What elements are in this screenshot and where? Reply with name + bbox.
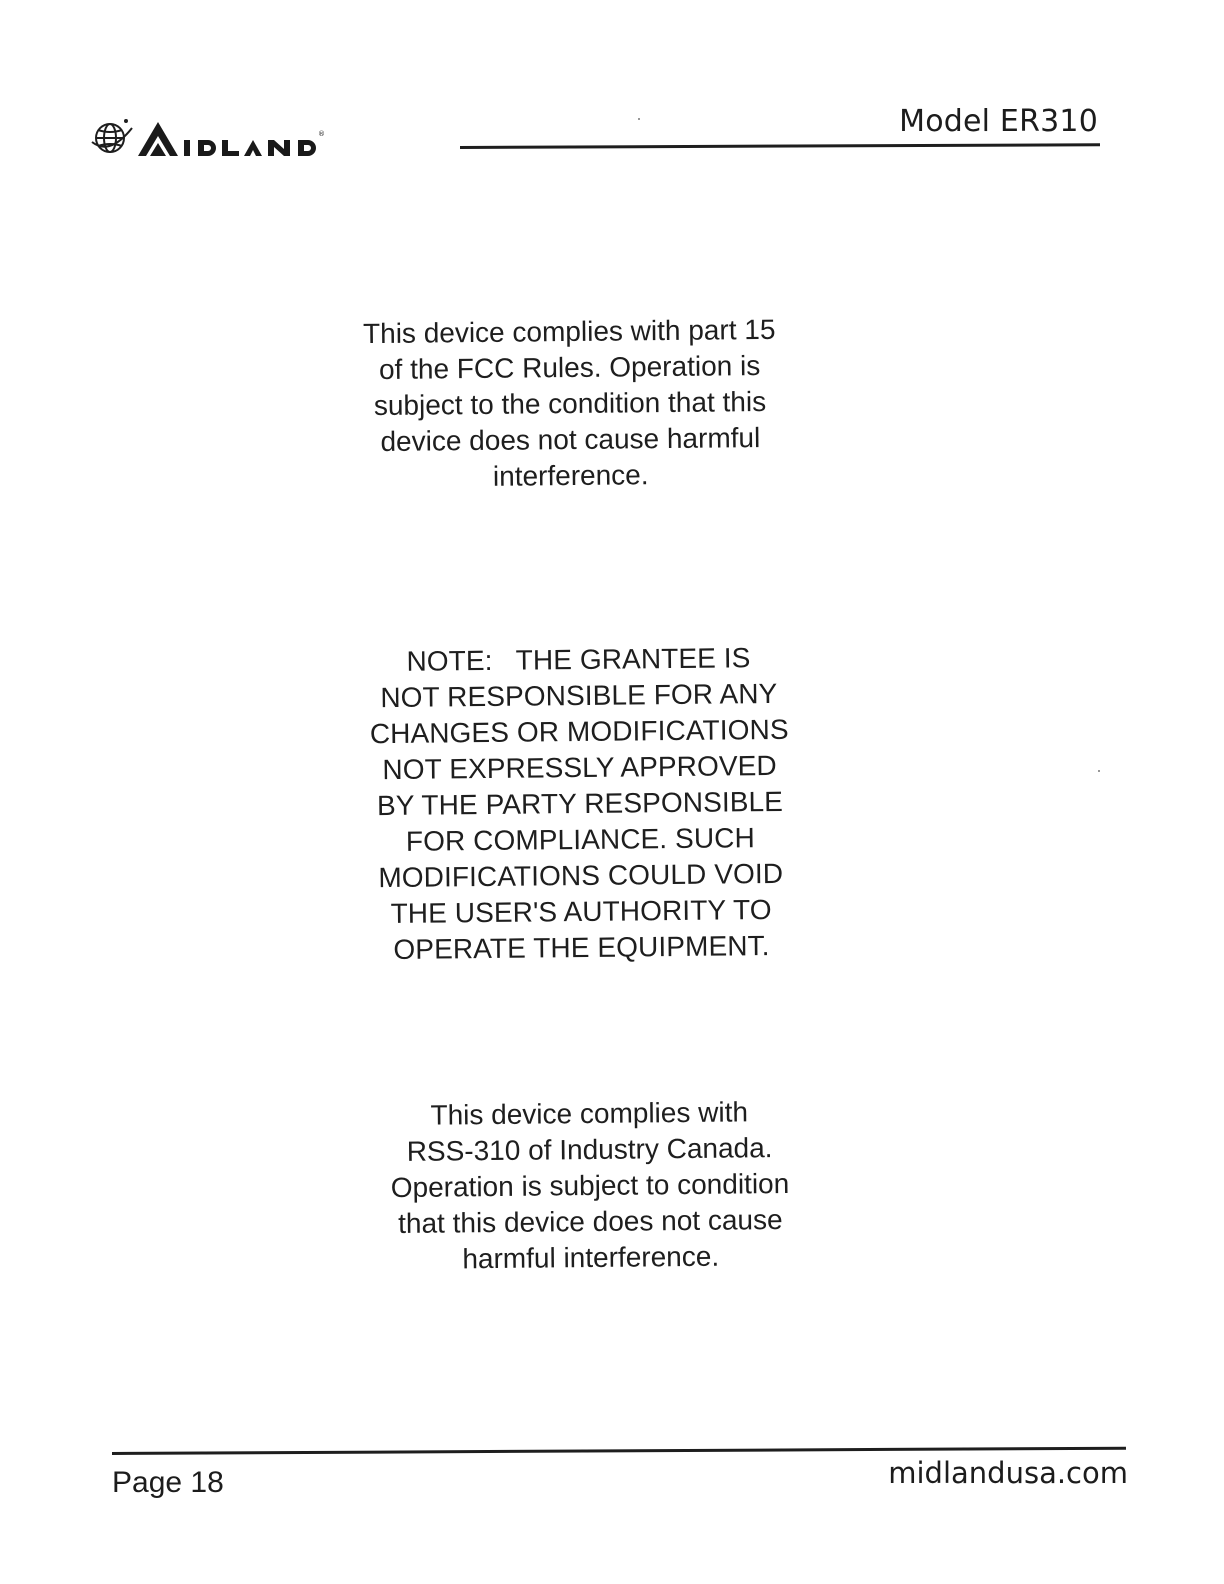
fcc-compliance-notice (319, 311, 821, 496)
notice-line: This device complies with (430, 1096, 749, 1131)
scan-speck (638, 118, 640, 120)
notice-line: harmful interference. (462, 1240, 720, 1275)
model-title: Model ER310 (899, 104, 1098, 139)
note-line: NOT RESPONSIBLE FOR ANY (380, 677, 778, 714)
svg-text:®: ® (318, 130, 325, 138)
note-line: NOTE: THE GRANTEE IS (406, 642, 751, 677)
notice-line: subject to the condition that this (373, 385, 767, 422)
notice-line: interference. (492, 459, 649, 492)
notice-line: that this device does not cause (397, 1203, 783, 1240)
header-divider (460, 143, 1100, 149)
note-line: FOR COMPLIANCE. SUCH (405, 822, 755, 857)
scan-speck (1098, 770, 1100, 772)
footer-website: midlandusa.com (888, 1456, 1128, 1490)
footer-divider (112, 1447, 1126, 1455)
midland-logo (88, 112, 388, 176)
globe-logo-icon (88, 112, 388, 176)
note-line: THE USER'S AUTHORITY TO (390, 893, 772, 929)
notice-line: of the FCC Rules. Operation is (378, 350, 761, 385)
industry-canada-notice (339, 1093, 841, 1278)
grantee-note (318, 639, 841, 968)
notice-line: RSS-310 of Industry Canada. (406, 1132, 773, 1167)
note-line: OPERATE THE EQUIPMENT. (393, 930, 770, 965)
note-line: BY THE PARTY RESPONSIBLE (376, 785, 784, 822)
page-number: Page 18 (112, 1466, 224, 1499)
notice-line: Operation is subject to condition (390, 1167, 790, 1204)
note-line: NOT EXPRESSLY APPROVED (382, 749, 777, 786)
note-line: MODIFICATIONS COULD VOID (378, 857, 784, 894)
notice-line: This device complies with part 15 (362, 313, 776, 350)
notice-line: device does not cause harmful (380, 422, 761, 457)
note-line: CHANGES OR MODIFICATIONS (369, 713, 789, 750)
